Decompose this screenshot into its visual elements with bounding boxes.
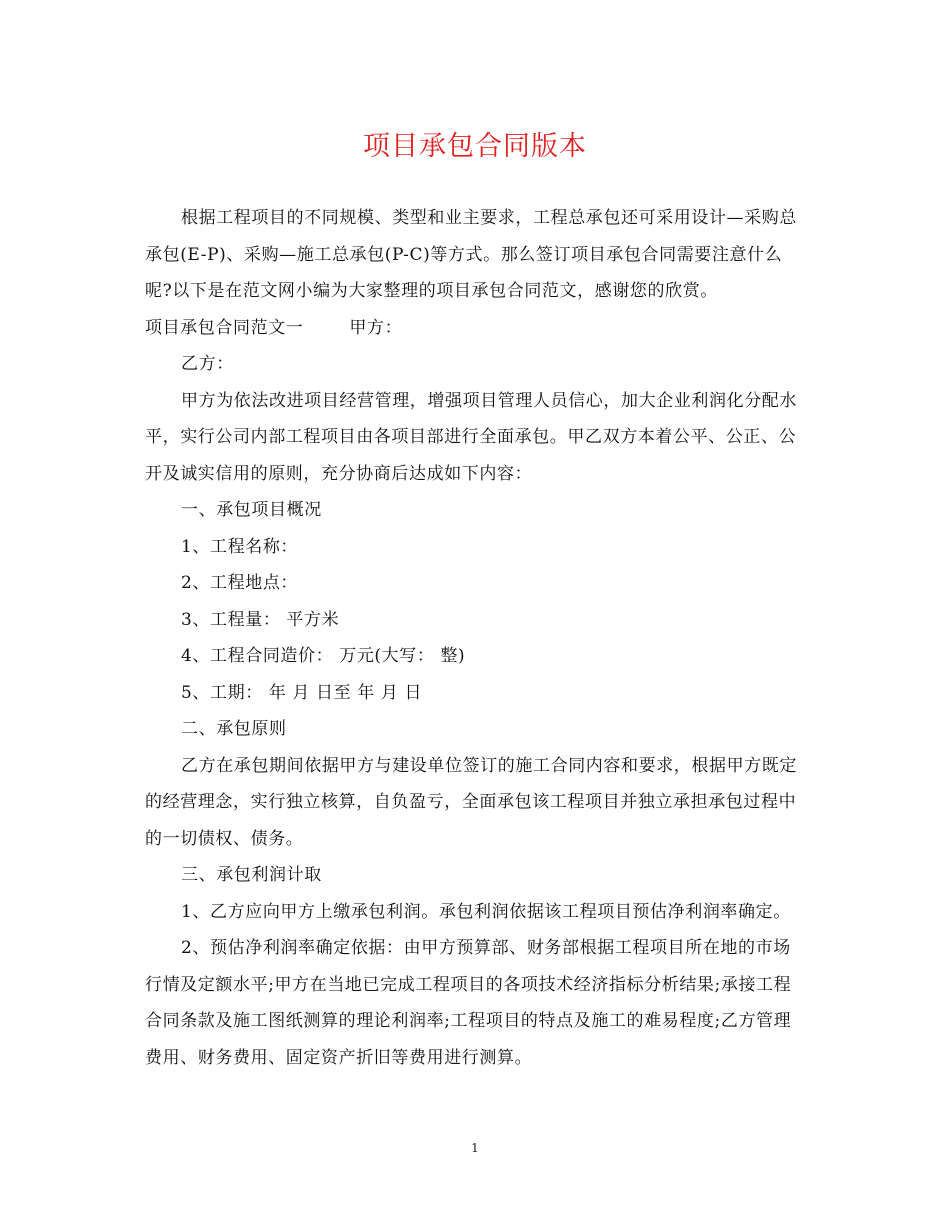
section3-item2: 2、预估净利润率确定依据：由甲方预算部、财务部根据工程项目所在地的市场行情及定额水平;甲方在当地已完成工程项目的各项技术经济指标分析结果;承接工程合同条款及施工图纸测算的理论利润率;工程项目的特点及施工的难易程度;乙方管理费用、财务费用、固定资产折旧等费用进行测算。 <box>145 938 792 1068</box>
section1-heading: 一、承包项目概况 <box>181 500 322 520</box>
intro-paragraph: 根据工程项目的不同规模、类型和业主要求，工程总承包还可采用设计—采购总承包(E-P)、采购—施工总承包(P-C)等方式。那么签订项目承包合同需要注意什么呢?以下是在范文网小编为大家整理的项目承包合同范文，感谢您的欣赏。 <box>145 208 797 301</box>
party-a-label: 甲方： <box>349 317 403 338</box>
sample-heading-line <box>145 310 805 347</box>
section3-item1: 1、乙方应向甲方上缴承包利润。承包利润依据该工程项目预估净利润率确定。 <box>181 901 791 922</box>
section2-heading: 二、承包原则 <box>181 719 287 739</box>
page-number: 1 <box>471 1141 479 1155</box>
item-project-location: 2、工程地点： <box>181 573 299 593</box>
party-b-label: 乙方： <box>181 354 234 374</box>
item-project-quantity: 3、工程量： 平方米 <box>181 609 340 630</box>
sample-heading: 项目承包合同范文一 <box>145 317 304 338</box>
item-project-name: 1、工程名称： <box>181 536 299 557</box>
document-title: 项目承包合同版本 <box>363 131 587 162</box>
document-body <box>145 200 805 1076</box>
section3-heading: 三、承包利润计取 <box>181 865 322 885</box>
purpose-paragraph: 甲方为依法改进项目经营管理，增强项目管理人员信心，加大企业利润化分配水平，实行公司内部工程项目由各项目部进行全面承包。甲乙双方本着公平、公正、公开及诚实信用的原则，充分协商后达成如下内容： <box>145 390 797 484</box>
section2-paragraph: 乙方在承包期间依据甲方与建设单位签订的施工合同内容和要求，根据甲方既定的经营理念，实行独立核算，自负盈亏，全面承包该工程项目并独立承担承包过程中的一切债权、债务。 <box>145 755 797 849</box>
item-duration: 5、工期： 年 月 日至 年 月 日 <box>181 682 423 703</box>
item-contract-price: 4、工程合同造价： 万元(大写： 整) <box>181 646 466 666</box>
